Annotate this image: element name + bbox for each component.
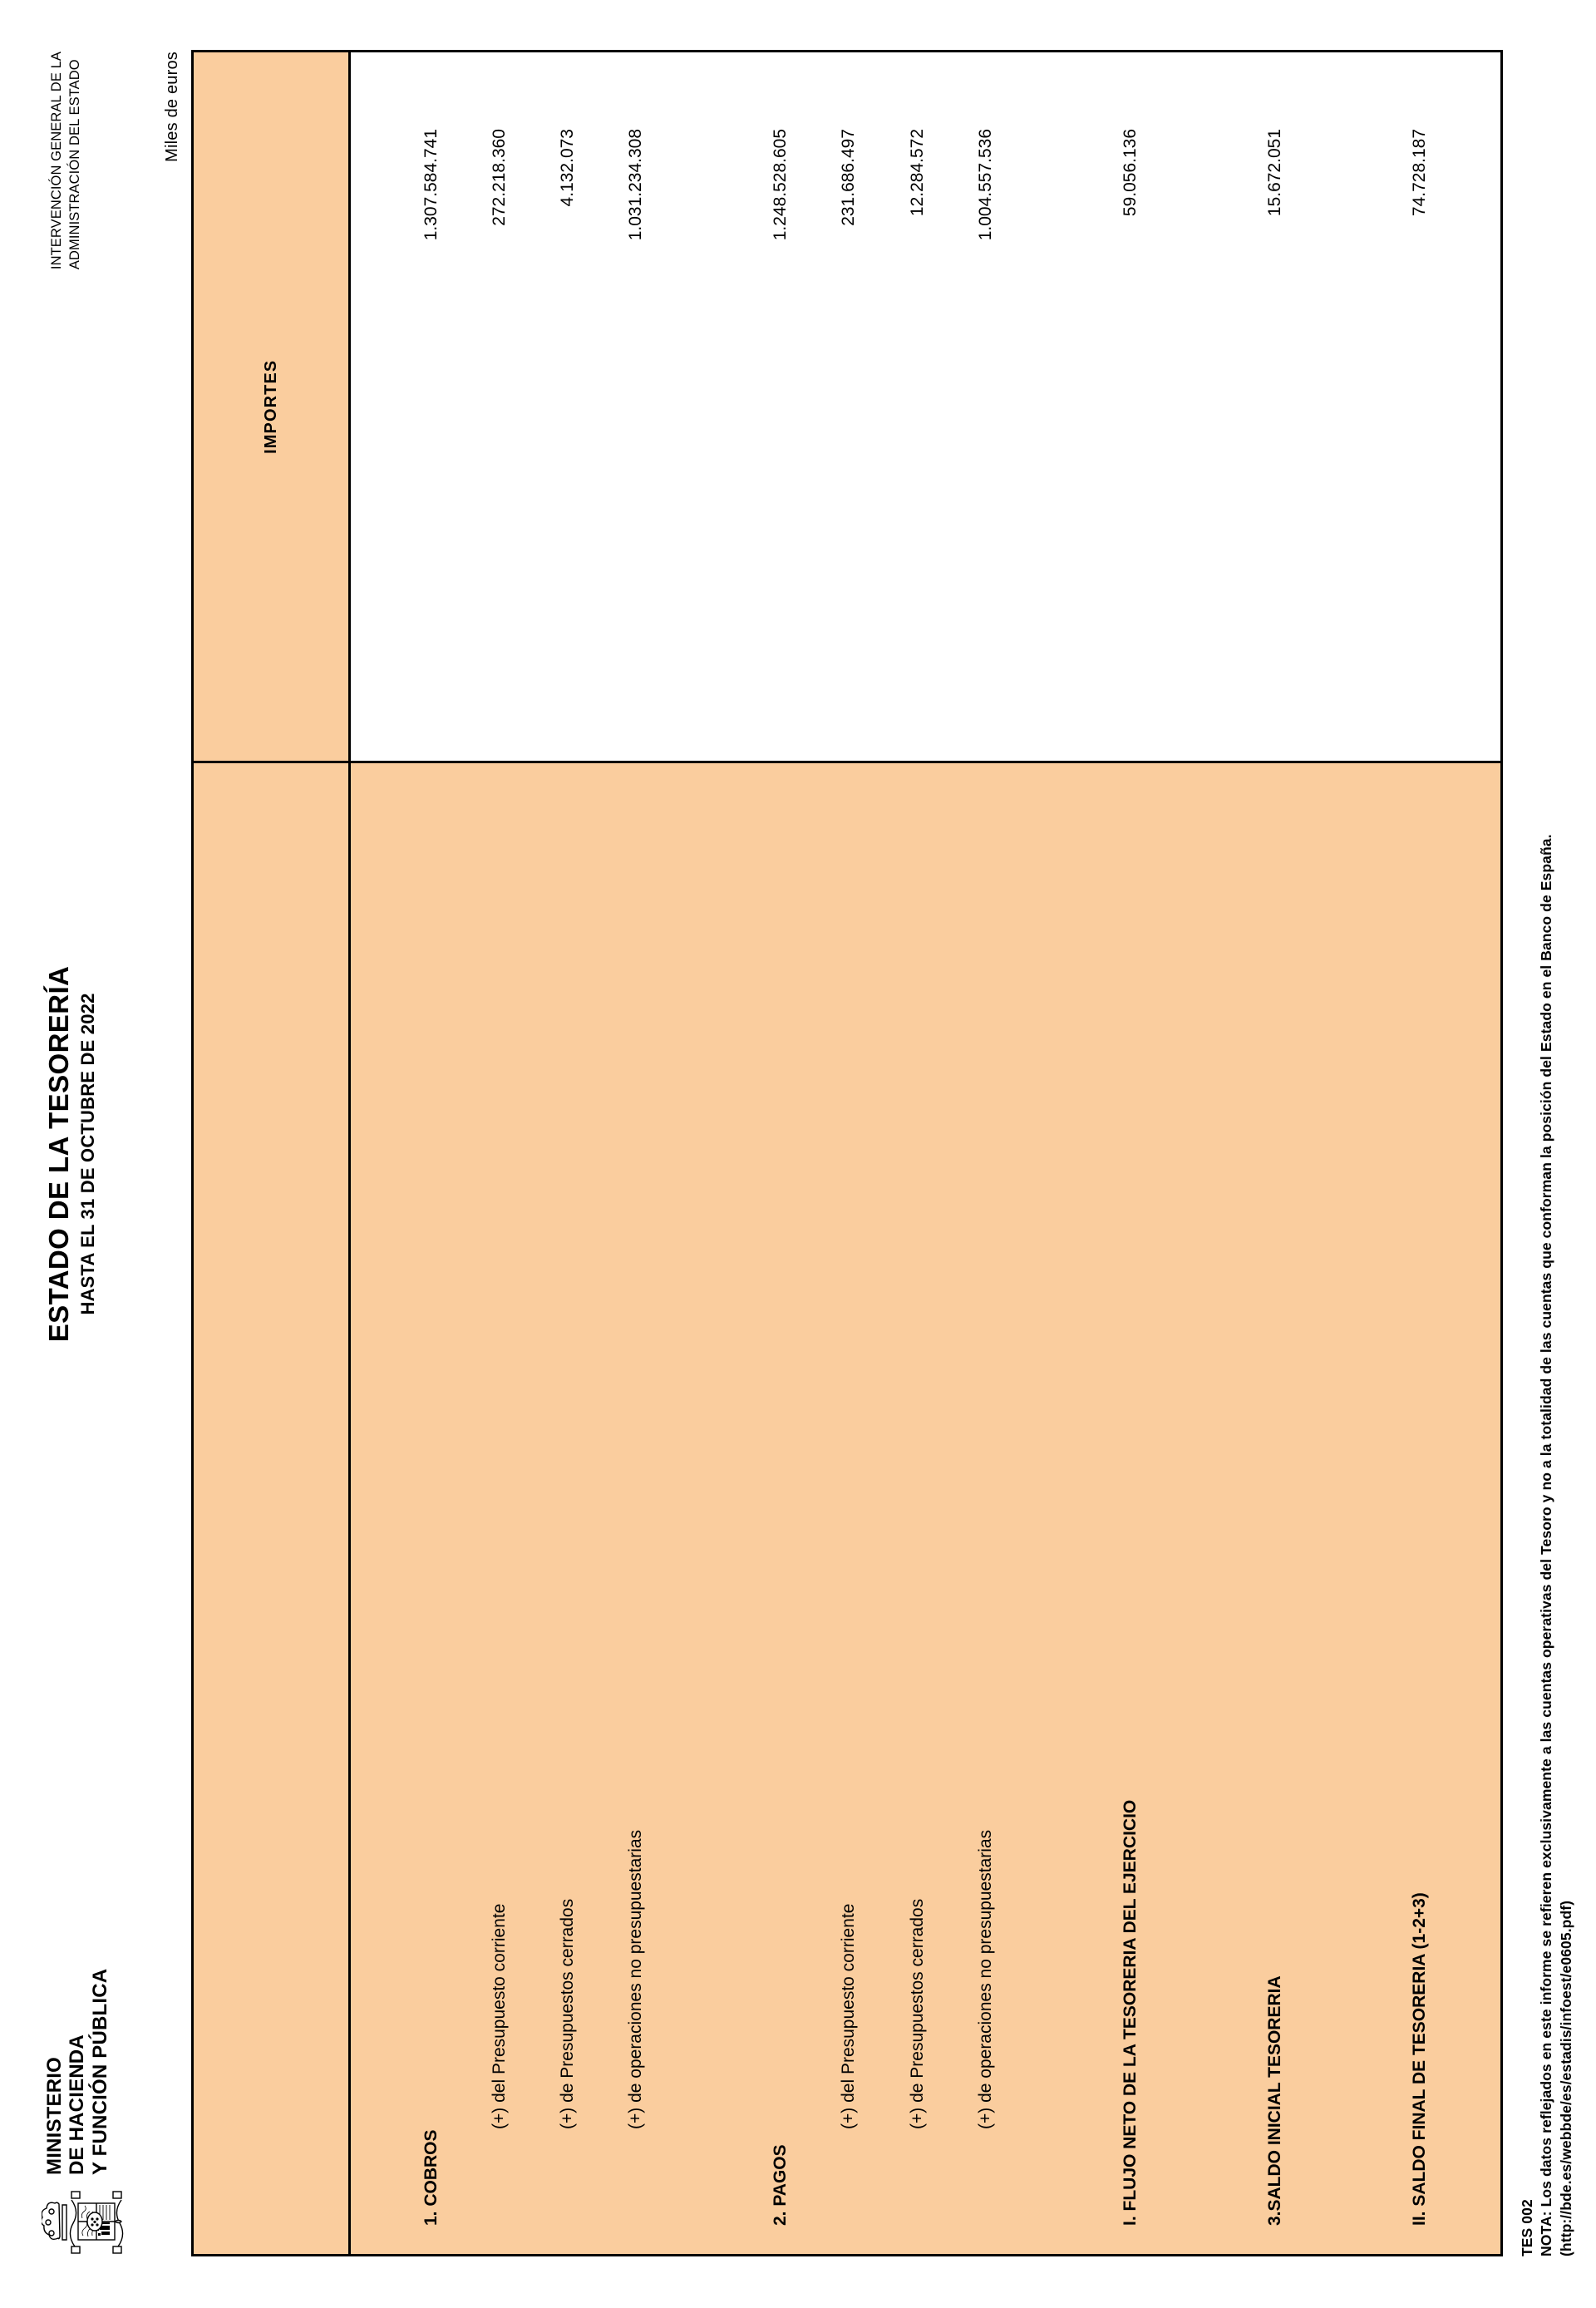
table-row	[815, 52, 883, 2254]
table-row	[746, 52, 815, 2254]
page-subtitle: HASTA EL 31 DE OCTUBRE DE 2022	[77, 993, 98, 1315]
spanish-coat-of-arms-icon	[42, 2187, 138, 2258]
row-amount: 1.307.584.741	[397, 52, 466, 762]
table-row	[534, 52, 602, 2254]
table-header-row	[194, 52, 350, 2254]
issuing-organisation	[48, 52, 85, 269]
table-body	[350, 52, 1501, 2254]
table-row	[1386, 52, 1454, 2254]
ministry-line-1: MINISTERIO	[43, 2056, 66, 2175]
row-amount: 74.728.187	[1386, 52, 1454, 762]
row-amount: 15.672.051	[1241, 52, 1309, 762]
unit-label: Miles de euros	[163, 52, 181, 162]
table-row	[1096, 52, 1165, 2254]
row-amount: 1.004.557.536	[952, 52, 1020, 762]
table-row	[952, 52, 1020, 2254]
row-label: (+) del Presupuesto corriente	[815, 762, 883, 2254]
ministry-line-2: DE HACIENDA	[66, 2034, 89, 2175]
treasury-table-container	[191, 50, 1503, 2256]
organisation-line-2: ADMINISTRACIÓN DEL ESTADO	[66, 59, 82, 270]
table-row	[602, 52, 670, 2254]
table-row	[466, 52, 534, 2254]
row-label: (+) de operaciones no presupuestarias	[952, 762, 1020, 2254]
table-spacer-row	[1165, 52, 1241, 2254]
row-label: 1. COBROS	[397, 762, 466, 2254]
table-row	[1241, 52, 1309, 2254]
row-label: 2. PAGOS	[746, 762, 815, 2254]
row-amount: 12.284.572	[883, 52, 951, 762]
ministry-line-3: Y FUNCIÓN PÚBLICA	[88, 1968, 111, 2175]
row-label: (+) del Presupuesto corriente	[466, 762, 534, 2254]
row-amount: 4.132.073	[534, 52, 602, 762]
row-amount: 272.218.360	[466, 52, 534, 762]
footer-note: NOTA: Los datos reflejados en este informe se refieren exclusivamente a las cuentas operativas del Tesoro y no a la totalidad de las cuentas que conforman la posición del Estado en el Banco de España.	[1538, 834, 1555, 2256]
row-label: 3.SALDO INICIAL TESORERIA	[1241, 762, 1309, 2254]
table-head	[194, 52, 350, 2254]
ministry-identity-block	[38, 1969, 138, 2258]
table-row	[397, 52, 466, 2254]
row-label: (+) de Presupuestos cerrados	[883, 762, 951, 2254]
row-amount: 1.031.234.308	[602, 52, 670, 762]
row-label: (+) de Presupuestos cerrados	[534, 762, 602, 2254]
table-spacer-row	[1020, 52, 1096, 2254]
row-amount: 231.686.497	[815, 52, 883, 762]
document-title-block	[43, 0, 99, 2308]
row-label: II. SALDO FINAL DE TESORERIA (1-2+3)	[1386, 762, 1454, 2254]
page-title: ESTADO DE LA TESORERÍA	[43, 965, 74, 1343]
table-spacer-row	[670, 52, 746, 2254]
form-code: TES 002	[1519, 2199, 1535, 2256]
row-label: I. FLUJO NETO DE LA TESORERIA DEL EJERCICIO	[1096, 762, 1165, 2254]
table-spacer-row	[350, 52, 398, 2254]
table-row	[883, 52, 951, 2254]
footer-source-url[interactable]: (http://bde.es/webbde/es/estadis/infoest/e0605.pdf)	[1557, 1900, 1574, 2256]
table-spacer-row	[1454, 52, 1500, 2254]
row-label: (+) de operaciones no presupuestarias	[602, 762, 670, 2254]
organisation-line-1: INTERVENCIÓN GENERAL DE LA	[49, 52, 64, 270]
row-amount: 59.056.136	[1096, 52, 1165, 762]
row-amount: 1.248.528.605	[746, 52, 815, 762]
column-header-concept	[194, 762, 350, 2254]
ministry-name	[38, 1969, 111, 2175]
table-spacer-row	[1309, 52, 1386, 2254]
column-header-amount: IMPORTES	[194, 52, 350, 762]
footer-block	[1518, 834, 1576, 2256]
treasury-table	[194, 52, 1500, 2254]
